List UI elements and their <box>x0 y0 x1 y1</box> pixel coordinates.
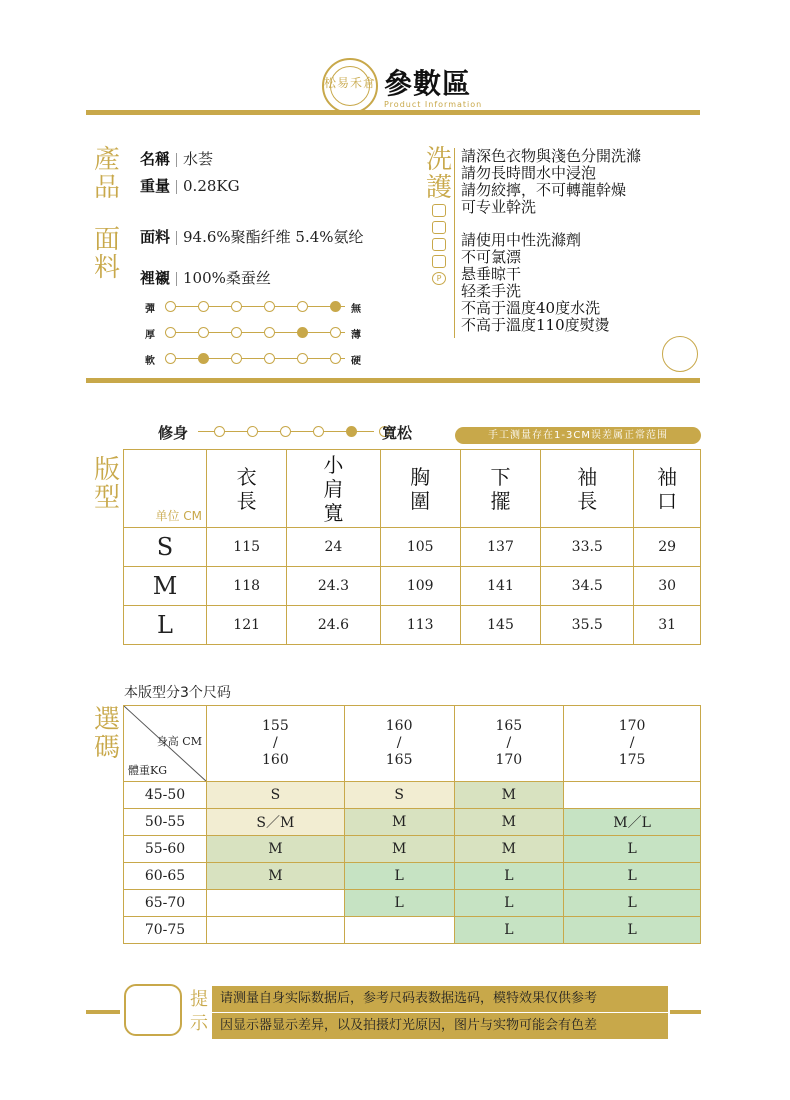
product-lining-key: 裡襯 <box>140 269 171 287</box>
recommend-height-value: 160 / 165 <box>385 718 413 768</box>
tip-label: 提示 <box>190 989 208 1034</box>
size-chart-cell: 24.3 <box>287 567 380 606</box>
recommend-height-header <box>564 706 701 782</box>
fabric-scale-left-label: 厚 <box>145 330 155 341</box>
size-recommend-table <box>123 705 701 944</box>
recommend-cell: L <box>454 890 564 917</box>
care-divider <box>454 148 455 338</box>
size-chart-row <box>124 567 701 606</box>
fabric-scale-row <box>145 300 375 314</box>
size-chart-column-label: 袖長 <box>577 464 598 513</box>
product-fabric-key: 面料 <box>140 228 171 246</box>
tip-line-2: 因显示器显示差异，以及拍摄灯光原因，图片与实物可能会有色差 <box>212 1013 668 1039</box>
recommend-height-header <box>454 706 564 782</box>
size-chart-cell: 145 <box>460 606 540 645</box>
fabric-scale-dot <box>297 353 308 364</box>
decorative-seal-icon <box>662 336 698 372</box>
page-title: 參數區 <box>384 67 472 100</box>
size-chart-cell: 137 <box>460 528 540 567</box>
fit-scale-left-label: 修身 <box>158 424 189 442</box>
section-label-product: 產品 <box>93 145 120 203</box>
size-chart-unit-cell <box>124 450 207 528</box>
recommend-cell: S <box>344 782 454 809</box>
fit-scale-dot <box>346 426 357 437</box>
recommend-corner-cell <box>124 706 207 782</box>
recommend-row <box>124 809 701 836</box>
fabric-scale-row <box>145 352 375 366</box>
recommend-cell: L <box>564 836 701 863</box>
fabric-scale-dot <box>165 353 176 364</box>
care-instruction: 請勿長時間水中浸泡 <box>461 164 597 182</box>
recommend-weight-range: 45-50 <box>124 782 207 809</box>
recommend-cell: M／L <box>564 809 701 836</box>
fabric-scale-dot <box>297 301 308 312</box>
recommend-row <box>124 917 701 944</box>
recommend-cell <box>207 890 345 917</box>
recommend-row <box>124 863 701 890</box>
recommend-cell <box>207 917 345 944</box>
recommend-height-value: 170 / 175 <box>618 718 646 768</box>
fabric-scale-dot <box>330 327 341 338</box>
product-weight-value: 0.28KG <box>183 177 240 195</box>
size-chart-cell: 115 <box>207 528 287 567</box>
size-count-note: 本版型分3个尺码 <box>124 685 231 701</box>
recommend-cell: M <box>207 863 345 890</box>
fabric-scale-dot <box>330 301 341 312</box>
recommend-cell: L <box>564 863 701 890</box>
size-chart-size-label: S <box>124 528 207 567</box>
recommend-cell: M <box>454 836 564 863</box>
care-instruction: 不高于溫度40度水洗 <box>461 299 601 317</box>
fit-scale-dot <box>280 426 291 437</box>
recommend-cell <box>564 782 701 809</box>
product-fabric-value: 94.6%聚酯纤维 5.4%氨纶 <box>183 228 364 246</box>
product-weight-field <box>140 175 240 196</box>
brand-logo-text: 松易禾倉 <box>324 76 377 90</box>
recommend-cell: M <box>454 782 564 809</box>
recommend-weight-range: 50-55 <box>124 809 207 836</box>
size-chart-column-label: 袖口 <box>657 464 678 513</box>
recommend-height-value: 155 / 160 <box>262 718 289 768</box>
header-divider <box>86 110 700 115</box>
size-chart-cell: 113 <box>380 606 460 645</box>
recommend-cell: L <box>454 917 564 944</box>
section-label-fabric: 面料 <box>93 225 120 283</box>
size-chart-row <box>124 528 701 567</box>
fit-scale-dot <box>313 426 324 437</box>
size-chart-unit: 单位 CM <box>155 509 202 523</box>
size-chart-size-label: M <box>124 567 207 606</box>
fabric-scale-dot <box>264 353 275 364</box>
recommend-weight-range: 55-60 <box>124 836 207 863</box>
fabric-scale-dot <box>264 327 275 338</box>
fabric-scale-dot <box>165 327 176 338</box>
care-instruction: 不可氯漂 <box>461 248 522 266</box>
recommend-cell: M <box>344 809 454 836</box>
size-chart-table <box>123 449 701 645</box>
size-chart-column-header <box>634 450 701 528</box>
fabric-scale-dot <box>198 327 209 338</box>
recommend-cell: M <box>454 809 564 836</box>
care-instruction: 請深色衣物與淺色分開洗滌 <box>461 147 642 165</box>
size-chart-cell: 34.5 <box>541 567 634 606</box>
fabric-scale-dot <box>231 301 242 312</box>
fabric-scale-line <box>165 306 345 307</box>
fabric-scale-dot <box>330 353 341 364</box>
fabric-scale-dot <box>297 327 308 338</box>
no-bleach-icon <box>432 221 446 234</box>
care-instruction: 請使用中性洗滌劑 <box>461 231 582 249</box>
tip-line-1: 请测量自身实际数据后，参考尺码表数据选码，模特效果仅供参考 <box>212 986 668 1012</box>
hang-dry-icon <box>432 238 446 251</box>
recommend-row <box>124 782 701 809</box>
recommend-cell: L <box>564 917 701 944</box>
size-chart-cell: 24 <box>287 528 380 567</box>
recommend-height-value: 165 / 170 <box>495 718 523 768</box>
size-chart-cell: 30 <box>634 567 701 606</box>
size-chart-cell: 118 <box>207 567 287 606</box>
product-divider <box>86 378 700 383</box>
size-chart-size-label: L <box>124 606 207 645</box>
fabric-scale-row <box>145 326 375 340</box>
size-chart-column-header <box>287 450 380 528</box>
size-chart-cell: 105 <box>380 528 460 567</box>
size-chart-row <box>124 606 701 645</box>
fabric-scale-line <box>165 358 345 359</box>
fabric-scale-dot <box>231 327 242 338</box>
recommend-height-header <box>207 706 345 782</box>
recommend-weight-label: 體重KG <box>128 764 168 777</box>
fabric-scale-right-label: 無 <box>351 304 361 315</box>
product-lining-value: 100%桑蚕丝 <box>183 269 271 287</box>
recommend-weight-range: 65-70 <box>124 890 207 917</box>
recommend-weight-range: 60-65 <box>124 863 207 890</box>
size-chart-cell: 109 <box>380 567 460 606</box>
fabric-scale-dot <box>198 301 209 312</box>
size-chart-cell: 29 <box>634 528 701 567</box>
product-name-key: 名稱 <box>140 150 171 168</box>
fit-scale-right-label: 寬松 <box>382 424 413 442</box>
recommend-height-header <box>344 706 454 782</box>
size-chart-column-label: 衣長 <box>236 464 257 513</box>
care-instruction: 不高于溫度110度熨燙 <box>461 316 610 334</box>
size-chart-column-label: 胸圍 <box>410 464 431 513</box>
size-chart-column-header <box>207 450 287 528</box>
size-chart-cell: 31 <box>634 606 701 645</box>
recommend-cell: S／M <box>207 809 345 836</box>
dry-clean-icon: P <box>432 272 446 285</box>
care-instructions-group-2 <box>461 232 610 334</box>
recommend-height-label: 身高 CM <box>156 735 202 748</box>
size-chart-column-label: 下擺 <box>490 464 511 513</box>
brand-logo <box>322 58 378 114</box>
size-chart-column-header <box>380 450 460 528</box>
section-label-recommend: 選碼 <box>93 705 120 763</box>
size-chart-cell: 35.5 <box>541 606 634 645</box>
recommend-cell: L <box>344 863 454 890</box>
size-chart-cell: 121 <box>207 606 287 645</box>
iron-icon <box>432 255 446 268</box>
page-subtitle: Product Information <box>384 100 483 109</box>
fabric-scale-left-label: 彈 <box>145 304 155 315</box>
product-weight-key: 重量 <box>140 177 171 195</box>
tip-seal-icon <box>124 984 182 1036</box>
care-instructions-group-1 <box>461 148 641 216</box>
recommend-cell: S <box>207 782 345 809</box>
section-label-size-chart: 版型 <box>93 455 120 513</box>
recommend-weight-range: 70-75 <box>124 917 207 944</box>
recommend-cell: M <box>344 836 454 863</box>
recommend-cell: M <box>207 836 345 863</box>
care-instruction: 請勿絞擰，不可轉龍幹燥 <box>461 181 627 199</box>
size-chart-column-header <box>541 450 634 528</box>
tip-rule-left <box>86 1010 120 1014</box>
wash-icon <box>432 204 446 217</box>
recommend-cell: L <box>454 863 564 890</box>
fit-scale-dot <box>214 426 225 437</box>
fit-scale-dot <box>247 426 258 437</box>
recommend-row <box>124 836 701 863</box>
product-name-field <box>140 148 213 169</box>
fabric-scale-dot <box>165 301 176 312</box>
size-chart-column-header <box>460 450 540 528</box>
care-instruction: 轻柔手洗 <box>461 282 522 300</box>
fabric-scale-right-label: 硬 <box>351 356 361 367</box>
fabric-scale-line <box>165 332 345 333</box>
size-chart-cell: 33.5 <box>541 528 634 567</box>
size-chart-cell: 24.6 <box>287 606 380 645</box>
fabric-scale-dot <box>264 301 275 312</box>
fabric-scale-dot <box>231 353 242 364</box>
recommend-row <box>124 890 701 917</box>
product-name-value: 水荟 <box>183 150 214 168</box>
product-fabric-field <box>140 226 364 247</box>
product-lining-field <box>140 267 271 288</box>
section-label-care: 洗護 <box>425 145 452 203</box>
fabric-scale-right-label: 薄 <box>351 330 361 341</box>
recommend-cell: L <box>344 890 454 917</box>
recommend-cell: L <box>564 890 701 917</box>
measurement-tolerance-badge: 手工测量存在1-3CM误差属正常范围 <box>455 427 701 444</box>
size-chart-cell: 141 <box>460 567 540 606</box>
size-chart-column-label: 小肩寬 <box>323 452 344 525</box>
fit-scale <box>158 422 428 440</box>
care-instruction: 悬垂晾干 <box>461 265 522 283</box>
fabric-scale-dot <box>198 353 209 364</box>
tip-rule-right <box>670 1010 701 1014</box>
recommend-cell <box>344 917 454 944</box>
care-instruction: 可专业幹洗 <box>461 198 537 216</box>
fabric-scale-left-label: 軟 <box>145 356 155 367</box>
